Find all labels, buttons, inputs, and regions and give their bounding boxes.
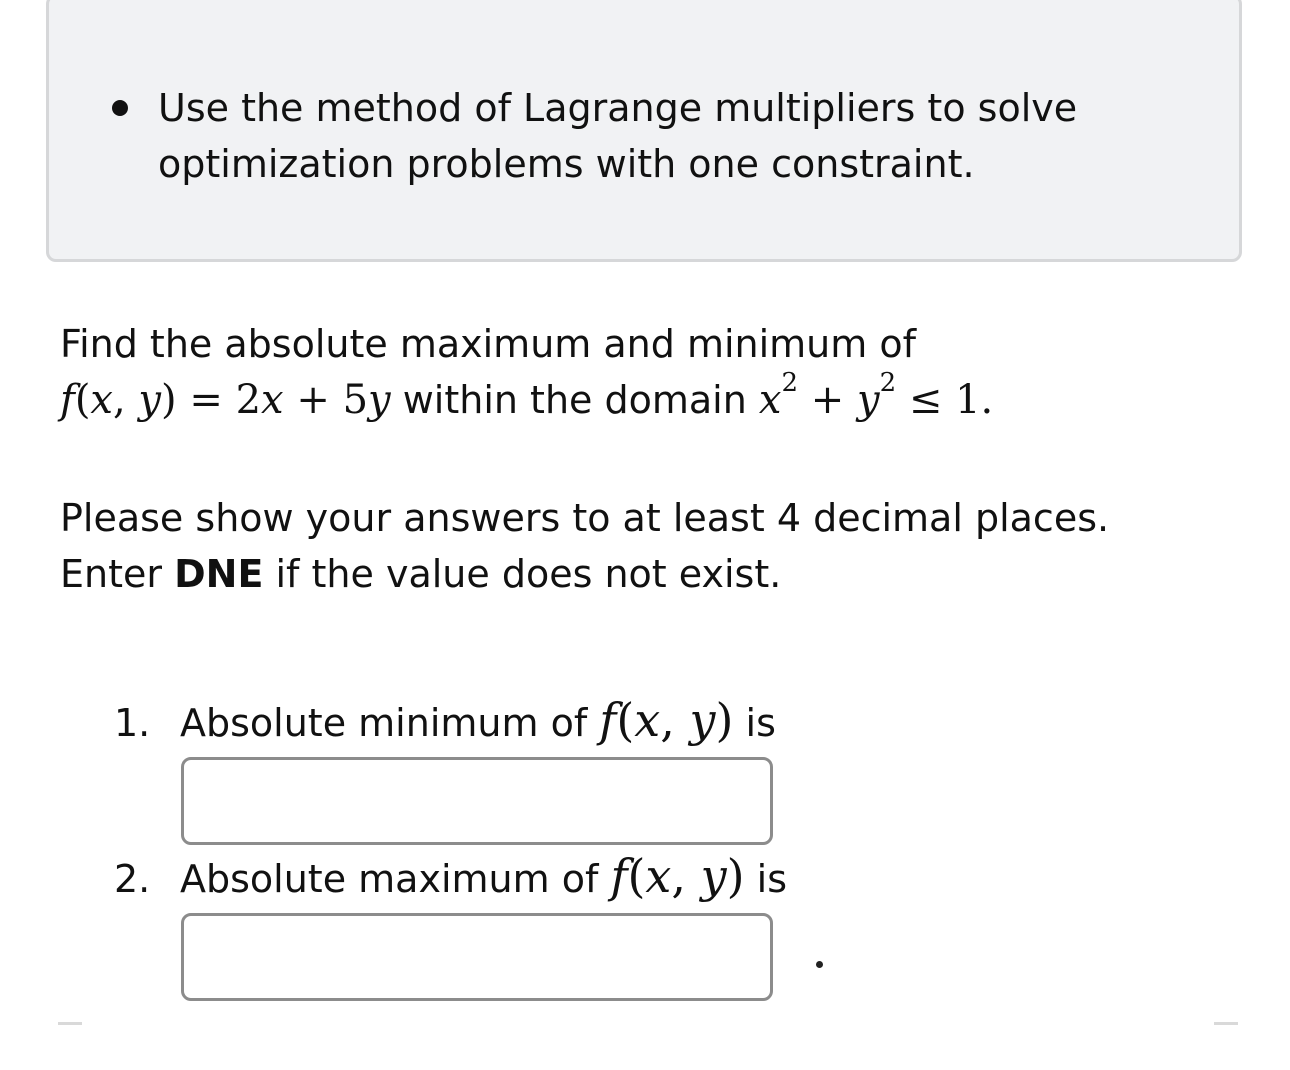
domain-constraint: $x^2 + y^2 \le 1$. xyxy=(758,368,994,423)
panel-edge-left xyxy=(58,1022,82,1025)
question-minimum xyxy=(114,692,776,751)
absolute-minimum-input[interactable] xyxy=(181,757,773,845)
precision-instruction: Please show your answers to at least 4 decimal places. xyxy=(60,496,1110,540)
trailing-period xyxy=(816,961,823,968)
within-text: within the domain xyxy=(402,378,747,422)
question-suffix: is xyxy=(745,701,776,745)
function-equation: f(x, y) = 2x + 5y xyxy=(60,377,391,423)
problem-intro: Find the absolute maximum and minimum of xyxy=(60,322,916,366)
panel-edge-right xyxy=(1214,1022,1238,1025)
question-number: 2. xyxy=(114,857,151,901)
question-label: Absolute minimum of xyxy=(180,701,588,745)
question-math: f(x, y) xyxy=(610,849,745,903)
instructions xyxy=(60,490,1240,602)
problem-statement xyxy=(60,316,1240,428)
question-maximum xyxy=(114,848,787,907)
question-math: f(x, y) xyxy=(599,693,734,747)
bullet-icon xyxy=(112,100,128,116)
objective-item xyxy=(106,80,1106,192)
problem-function-line xyxy=(60,368,1240,428)
objective-text: Use the method of Lagrange multipliers to solve optimization problems with one constraint. xyxy=(158,86,1078,186)
question-number: 1. xyxy=(114,701,151,745)
dne-keyword: DNE xyxy=(174,552,264,596)
question-suffix: is xyxy=(756,857,788,901)
dne-instruction: Enter DNE if the value does not exist. xyxy=(60,552,782,596)
question-label: Absolute maximum of xyxy=(180,857,599,901)
absolute-maximum-input[interactable] xyxy=(181,913,773,1001)
